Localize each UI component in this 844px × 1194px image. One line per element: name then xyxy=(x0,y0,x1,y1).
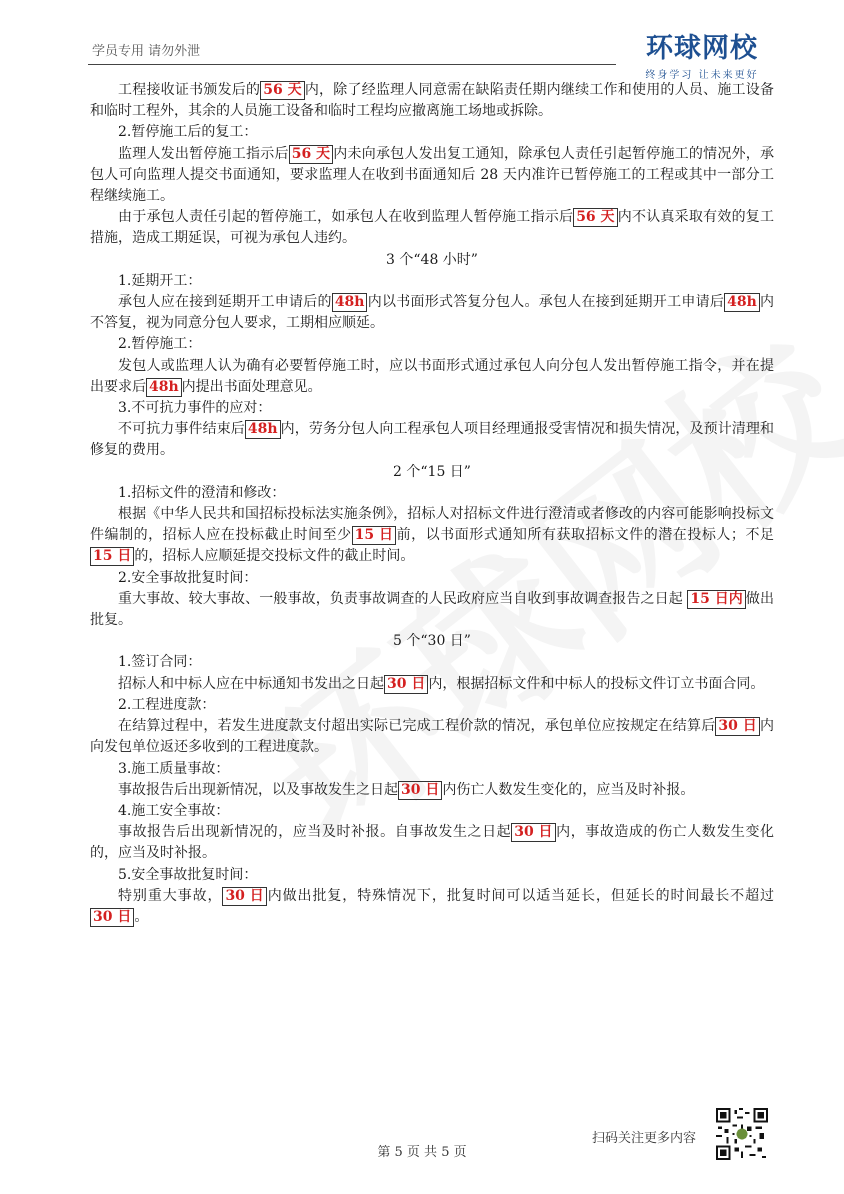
paragraph-text: 在结算过程中，若发生进度款支付超出实际已完成工程价款的情况，承包单位应按规定在结算后 xyxy=(118,718,716,735)
subsection-title xyxy=(90,695,774,716)
paragraph-text: 内，劳务分包人向工程承包人项目经理通报受害情况和损失情况，及预计清理和修复的费用。 xyxy=(90,421,775,459)
paragraph-text: 内，事故造成的伤亡人数发生变化的，应当及时补报。 xyxy=(90,824,775,862)
paragraph-text: 3.施工质量事故： xyxy=(118,760,230,777)
subsection-title xyxy=(90,568,774,589)
paragraph-text: 4.施工安全事故： xyxy=(118,802,230,819)
highlighted-deadline: 15 日内 xyxy=(687,590,745,609)
paragraph-text: 由于承包人责任引起的暂停施工，如承包人在收到监理人暂停施工指示后 xyxy=(118,209,574,226)
paragraph-text: 1.签订合同： xyxy=(118,654,202,671)
paragraph-text: 的，招标人应顺延提交投标文件的截止时间。 xyxy=(134,548,415,565)
body-paragraph xyxy=(90,80,774,122)
paragraph-text: 内，根据招标文件和中标人的投标文件订立书面合同。 xyxy=(428,675,765,692)
body-paragraph xyxy=(90,419,774,461)
body-paragraph xyxy=(90,504,774,568)
paragraph-text: 根据《中华人民共和国招标投标法实施条例》，招标人对招标文件进行澄清或者修改的内容可能影响投标文件编制的，招标人应在投标截止时间至少 xyxy=(90,506,774,544)
highlighted-deadline: 48h xyxy=(146,378,182,397)
paragraph-text: 2 个“15 日” xyxy=(393,463,471,480)
highlighted-deadline: 56 天 xyxy=(289,145,333,164)
paragraph-text: 内提出书面处理意见。 xyxy=(181,378,322,395)
paragraph-text: 招标人和中标人应在中标通知书发出之日起 xyxy=(118,675,384,692)
paragraph-text: 内不答复，视为同意分包人要求，工期相应顺延。 xyxy=(90,294,775,332)
subsection-title xyxy=(90,801,774,822)
highlighted-deadline: 56 天 xyxy=(573,208,617,227)
paragraph-text: 2.安全事故批复时间： xyxy=(118,569,258,586)
paragraph-text: 内未向承包人发出复工通知，除承包人责任引起暂停施工的情况外，承包人可向监理人提交书面通知，要求监理人在收到书面通知后 28 天内准许已暂停施工的工程或其中一部分工程继续施工。 xyxy=(90,145,775,205)
paragraph-text: 内向发包单位返还多收到的工程进度款。 xyxy=(90,718,775,756)
paragraph-text: 特别重大事故， xyxy=(118,887,223,904)
paragraph-text: 。 xyxy=(134,908,149,925)
subsection-title xyxy=(90,398,774,419)
subsection-title xyxy=(90,759,774,780)
body-paragraph xyxy=(90,716,774,758)
highlighted-deadline: 48h xyxy=(332,293,368,312)
body-paragraph xyxy=(90,886,774,928)
body-paragraph xyxy=(90,589,774,631)
paragraph-text: 内，除了经监理人同意需在缺陷责任期内继续工作和使用的人员、施工设备和临时工程外，其余的人员施工设备和临时工程均应撤离施工场地或拆除。 xyxy=(90,82,775,120)
subsection-title xyxy=(90,122,774,143)
body-paragraph xyxy=(90,822,774,864)
paragraph-text: 做出批复。 xyxy=(90,590,775,629)
body-paragraph xyxy=(90,292,774,334)
section-heading xyxy=(90,462,774,483)
body-paragraph xyxy=(90,144,774,208)
paragraph-text: 1.延期开工： xyxy=(118,272,202,289)
body-paragraph xyxy=(90,356,774,398)
paragraph-text: 2.暂停施工： xyxy=(118,336,202,353)
body-paragraph xyxy=(90,780,774,801)
paragraph-text: 5 个“30 日” xyxy=(393,633,471,650)
paragraph-text: 内不认真采取有效的复工措施，造成工期延误，可视为承包人违约。 xyxy=(90,209,775,247)
highlighted-deadline: 48h xyxy=(245,420,281,439)
highlighted-deadline: 15 日 xyxy=(352,526,396,545)
brand-logo xyxy=(622,34,782,81)
section-heading xyxy=(90,631,774,652)
paragraph-text: 工程接收证书颁发后的 xyxy=(118,82,261,98)
paragraph-text: 内做出批复，特殊情况下，批复时间可以适当延长，但延长的时间最长不超过 xyxy=(266,887,775,904)
subsection-title xyxy=(90,865,774,886)
paragraph-text: 事故报告后出现新情况的，应当及时补报。自事故发生之日起 xyxy=(118,824,512,841)
highlighted-deadline: 30 日 xyxy=(398,781,442,800)
subsection-title xyxy=(90,271,774,292)
page-number: 第 5 页 共 5 页 xyxy=(377,1145,467,1160)
highlighted-deadline: 30 日 xyxy=(715,717,759,736)
header-divider xyxy=(88,64,616,65)
body-paragraph xyxy=(90,207,774,249)
document-body xyxy=(90,80,774,928)
paragraph-text: 前，以书面形式通知所有获取招标文件的潜在投标人；不足 xyxy=(396,527,774,544)
paragraph-text: 发包人或监理人认为确有必要暂停施工时，应以书面形式通过承包人向分包人发出暂停施工指令，并在提出要求后 xyxy=(90,357,774,395)
paragraph-text: 不可抗力事件结束后 xyxy=(118,421,245,438)
paragraph-text: 3 个“48 小时” xyxy=(386,251,478,268)
paragraph-text: 3.不可抗力事件的应对： xyxy=(118,400,272,417)
paragraph-text: 2.工程进度款： xyxy=(118,696,216,713)
highlighted-deadline: 48h xyxy=(724,293,760,312)
header-confidential-label: 学员专用 请勿外泄 xyxy=(92,44,201,59)
logo-slogan: 终身学习 让未来更好 xyxy=(645,70,759,81)
highlighted-deadline: 30 日 xyxy=(511,823,555,842)
highlighted-deadline: 15 日 xyxy=(90,547,134,566)
highlighted-deadline: 30 日 xyxy=(90,908,134,927)
paragraph-text: 5.安全事故批复时间： xyxy=(118,866,258,883)
paragraph-text: 2.暂停施工后的复工： xyxy=(118,124,258,141)
paragraph-text: 内伤亡人数发生变化的，应当及时补报。 xyxy=(442,781,695,798)
subsection-title xyxy=(90,483,774,504)
logo-title: 环球网校 xyxy=(646,33,758,64)
highlighted-deadline: 30 日 xyxy=(222,887,266,906)
paragraph-text: 1.招标文件的澄清和修改： xyxy=(118,484,286,501)
body-paragraph xyxy=(90,674,774,695)
qr-code-icon[interactable] xyxy=(716,1108,768,1160)
scan-prompt: 扫码关注更多内容 xyxy=(592,1131,697,1146)
paragraph-text: 承包人应在接到延期开工申请后的 xyxy=(118,294,332,311)
paragraph-text: 重大事故、较大事故、一般事故，负责事故调查的人民政府应当自收到事故调查报告之日起 xyxy=(118,590,688,607)
paragraph-text: 事故报告后出现新情况，以及事故发生之日起 xyxy=(118,781,398,798)
subsection-title xyxy=(90,334,774,355)
subsection-title xyxy=(90,652,774,673)
section-heading xyxy=(90,250,774,271)
paragraph-text: 监理人发出暂停施工指示后 xyxy=(118,145,289,162)
highlighted-deadline: 56 天 xyxy=(260,81,304,100)
paragraph-text: 内以书面形式答复分包人。承包人在接到延期开工申请后 xyxy=(367,294,725,311)
highlighted-deadline: 30 日 xyxy=(384,675,428,694)
